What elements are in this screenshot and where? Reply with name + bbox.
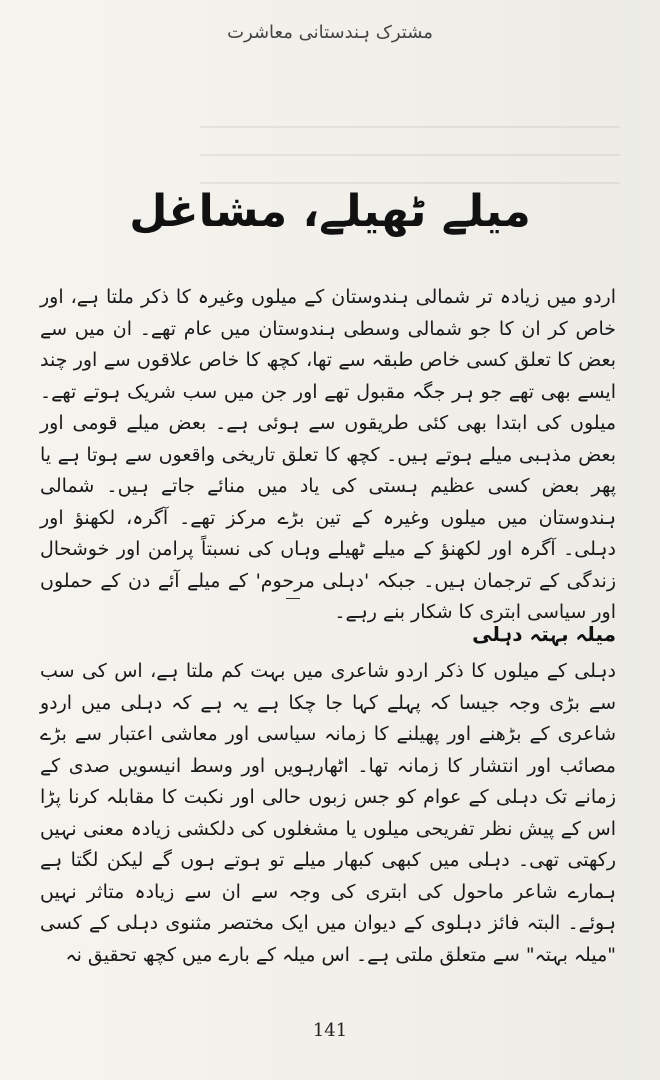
- section-heading: میلہ بہتہ دہلی: [472, 622, 616, 646]
- page-number: 141: [312, 1020, 348, 1041]
- running-header: مشترک ہندستانی معاشرت: [227, 22, 433, 43]
- separator-dash: [286, 598, 300, 599]
- paragraph-2: دہلی کے میلوں کا ذکر اردو شاعری میں بہت کم ملتا ہے، اس کی سب سے بڑی وجہ جیسا کہ پہلے کہا جا چکا ہے یہ ہے کہ دہلی میں اردو شاعری کے بڑھنے اور پھیلنے کا زمانہ سیاسی اور معاشی اعتبار سے بڑے مصائب اور انتشار کا زمانہ تھا۔ اٹھارہویں اور وسط انیسویں صدی کے زمانے تک دہلی کے عوام کو جس زبوں حالی اور نکبت کا مقابلہ کرنا پڑا اس کے پیش نظر تفریحی میلوں یا مشغلوں کی دلکشی زیادہ معنی نہیں رکھتی تھی۔ دہلی میں کبھی کبھار میلے تو ہوتے ہوں گے لیکن لگتا ہے ہمارے شاعر ماحول کی ابتری کی وجہ سے ان سے زیادہ متاثر نہیں ہوئے۔ البتہ فائز دہلوی کے دیوان میں ایک مختصر مثنوی دہلی کے کسی "میلہ بہتہ" سے متعلق ملتی ہے۔ اس میلہ کے بارے میں کچھ تحقیق نہ: [40, 660, 616, 966]
- chapter-title: میلے ٹھیلے، مشاغل: [129, 186, 531, 237]
- paragraph-1: اردو میں زیادہ تر شمالی ہندوستان کے میلوں وغیرہ کا ذکر ملتا ہے، اور خاص کر ان کا جو شمالی وسطی ہندوستان میں عام تھے۔ ان میں سے بعض کا تعلق کسی خاص طبقہ سے تھا، کچھ کا خاص علاقوں سے اور چند ایسے بھی تھے جو ہر جگہ مقبول تھے اور جن میں سب شریک ہوتے تھے۔ میلوں کی ابتدا بھی کئی طریقوں سے ہوئی ہے۔ بعض میلے قومی اور بعض مذہبی میلے ہوتے ہیں۔ کچھ کا تعلق تاریخی واقعوں سے ہوتا ہے یا پھر بعض کسی عظیم ہستی کی یاد میں منائے جاتے ہیں۔ شمالی ہندوستان میں میلوں وغیرہ کے تین بڑے مرکز تھے۔ آگرہ، لکھنؤ اور دہلی۔ آگرہ اور لکھنؤ کے میلے ٹھیلے وہاں کی نسبتاً پرامن اور خوشحال زندگی کے ترجمان ہیں۔ جبکہ 'دہلی مرحوم' کے میلے آئے دن کے حملوں اور سیاسی ابتری کا شکار بنے رہے۔: [40, 286, 616, 623]
